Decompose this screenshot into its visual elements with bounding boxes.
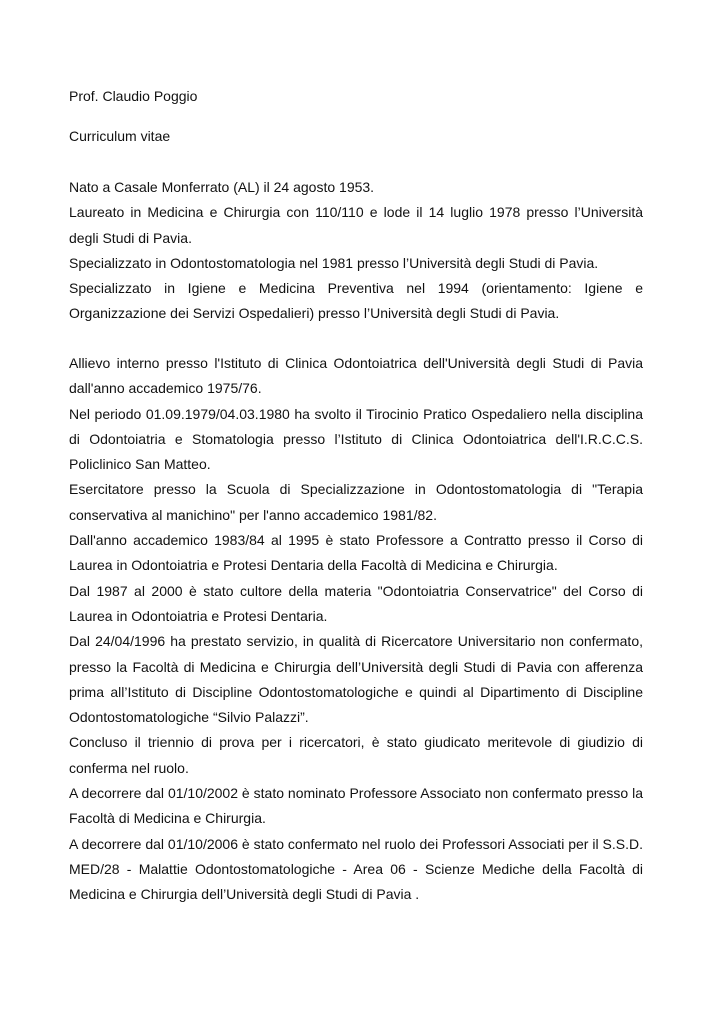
paragraph-intern: Allievo interno presso l'Istituto di Clinica Odontoiatrica dell'Università degli Studi di Pavia dall'anno accademico 1975/76. — [69, 355, 643, 397]
paragraph-confirmation: Concluso il triennio di prova per i ricercatori, è stato giudicato meritevole di giudizio di conferma nel ruolo. — [69, 734, 643, 776]
author-name: Prof. Claudio Poggio — [69, 88, 198, 104]
paragraph-specialization-hygiene: Specializzato in Igiene e Medicina Preventiva nel 1994 (orientamento: Igiene e Organizzazione dei Servizi Ospedalieri) presso l’Università degli Studi di Pavia. — [69, 280, 643, 322]
paragraph-specialization-odontostomatology: Specializzato in Odontostomatologia nel 1981 presso l’Università degli Studi di Pavia. — [69, 254, 599, 271]
paragraph-researcher: Dal 24/04/1996 ha prestato servizio, in qualità di Ricercatore Universitario non confermato, presso la Facoltà di Medicina e Chirurgia dell’Università degli Studi di Pavia con afferenza prima all’Istituto di Discipline Odontostomatologiche e quindi al Dipartimento di Discipline Odontostomatologiche “Silvio Palazzi”. — [69, 633, 643, 726]
education-section — [69, 175, 643, 327]
career-section — [69, 351, 643, 908]
paragraph-degree: Laureato in Medicina e Chirurgia con 110/110 e lode il 14 luglio 1978 presso l’Università degli Studi di Pavia. — [69, 204, 643, 246]
paragraph-trainer: Esercitatore presso la Scuola di Specializzazione in Odontostomatologia di "Terapia conservativa al manichino" per l'anno accademico 1981/82. — [69, 481, 643, 523]
paragraph-subject-expert: Dal 1987 al 2000 è stato cultore della materia "Odontoiatria Conservatrice" del Corso di Laurea in Odontoiatria e Protesi Dentaria. — [69, 582, 643, 624]
paragraph-contract-professor: Dall'anno accademico 1983/84 al 1995 è stato Professore a Contratto presso il Corso di Laurea in Odontoiatria e Protesi Dentaria della Facoltà di Medicina e Chirurgia. — [69, 532, 643, 574]
paragraph-associate-appointment: A decorrere dal 01/10/2002 è stato nominato Professore Associato non confermato presso la Facoltà di Medicina e Chirurgia. — [69, 785, 643, 827]
paragraph-internship: Nel periodo 01.09.1979/04.03.1980 ha svolto il Tirocinio Pratico Ospedaliero nella disciplina di Odontoiatria e Stomatologia presso l’Istituto di Clinica Odontoiatrica dell'I.R.C.C.S. Policlinico San Matteo. — [69, 405, 643, 473]
document-title: Curriculum vitae — [69, 128, 171, 144]
paragraph-birth: Nato a Casale Monferrato (AL) il 24 agosto 1953. — [69, 179, 375, 195]
paragraph-associate-confirmed: A decorrere dal 01/10/2006 è stato confermato nel ruolo dei Professori Associati per il S.S.D. MED/28 - Malattie Odontostomatologiche - Area 06 - Scienze Mediche della Facoltà di Medicina e Chirurgia dell’Università degli Studi di Pavia . — [69, 835, 643, 903]
